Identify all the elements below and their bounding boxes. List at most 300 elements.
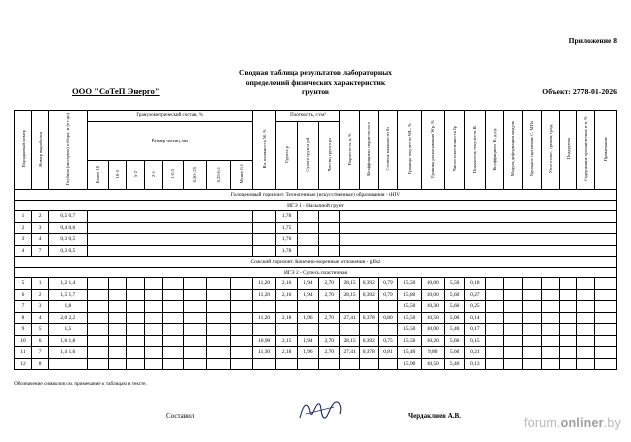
cell-g4 bbox=[163, 358, 183, 370]
signature-label: Составил bbox=[166, 412, 195, 420]
cell-saturation: 0,79 bbox=[378, 289, 397, 301]
cell-saturation: 0,81 bbox=[378, 347, 397, 359]
cell-plasticity-index: 5,40 bbox=[445, 358, 465, 370]
table-row bbox=[15, 324, 617, 336]
cell-density-particles bbox=[319, 324, 340, 336]
cell-g0 bbox=[87, 324, 108, 336]
cell-liquid-limit: 15,50 bbox=[398, 335, 421, 347]
cell-index: 7 bbox=[15, 301, 32, 313]
cell-g6 bbox=[207, 347, 230, 359]
cell-index: 6 bbox=[15, 289, 32, 301]
th-granulo-5: 0,50-,25 bbox=[183, 161, 206, 190]
title-line-3: грунтов bbox=[301, 87, 330, 97]
cell-k bbox=[485, 301, 503, 313]
cell-organic bbox=[577, 312, 595, 324]
cell-plasticity-index: 5,50 bbox=[445, 278, 465, 290]
cell-g1 bbox=[108, 312, 126, 324]
cell-note bbox=[595, 358, 617, 370]
cell-index: 2 bbox=[15, 222, 32, 234]
th-liquidity-index: Показатель текучести IL bbox=[465, 111, 485, 190]
table-row bbox=[15, 347, 617, 359]
section-header-row-2 bbox=[15, 257, 617, 268]
cell-note bbox=[595, 324, 617, 336]
cell-g0 bbox=[87, 312, 108, 324]
cell-plasticity-index: 5,60 bbox=[445, 347, 465, 359]
cell-g6 bbox=[207, 324, 230, 336]
cell-moisture bbox=[252, 301, 275, 313]
cell-g0 bbox=[87, 301, 108, 313]
cell-emod bbox=[503, 289, 522, 301]
cell-density-dry: 1,94 bbox=[297, 335, 318, 347]
cell-borehole: 4 bbox=[32, 234, 49, 246]
cell-emod bbox=[503, 312, 522, 324]
th-note: Примечание bbox=[595, 111, 617, 190]
cell-note bbox=[595, 347, 617, 359]
cell-g5 bbox=[183, 289, 206, 301]
cell-depth bbox=[49, 358, 87, 370]
th-depth: Глубина (интервал) отбора, м (от-до) bbox=[49, 111, 87, 190]
cell-saturation: 0,75 bbox=[378, 335, 397, 347]
cell-organic bbox=[577, 301, 595, 313]
cell-g2 bbox=[127, 312, 145, 324]
cell-liquidity-index: 0,21 bbox=[465, 347, 485, 359]
cell-liquid-limit: 15,50 bbox=[398, 278, 421, 290]
cell-borehole: 5 bbox=[32, 324, 49, 336]
cell-index: 1 bbox=[15, 211, 32, 223]
cell-k bbox=[485, 358, 503, 370]
cell-g3 bbox=[145, 324, 163, 336]
title-line-1: Сводная таблица результатов лабораторных bbox=[239, 68, 392, 77]
th-void-ratio: Коэффициент пористости e bbox=[359, 111, 378, 190]
th-granulo-3: 2-1 bbox=[145, 161, 163, 190]
cell-plasticity-index: 5,60 bbox=[445, 335, 465, 347]
cell-phi bbox=[542, 358, 560, 370]
cell-moisture bbox=[252, 222, 275, 234]
cell-index: 12 bbox=[15, 358, 32, 370]
th-granulo-0: Более 10 bbox=[87, 161, 108, 190]
cell-density-wet: 1,75 bbox=[276, 222, 297, 234]
cell-g1 bbox=[108, 278, 126, 290]
cell-subgroup bbox=[560, 347, 577, 359]
watermark-part-1: forum. bbox=[524, 416, 561, 430]
cell-density-dry: 1,96 bbox=[297, 312, 318, 324]
cell-subgroup bbox=[560, 335, 577, 347]
cell-void-ratio bbox=[359, 358, 378, 370]
section-label-sozh: Сожский горизонт. Конечно-моренные отложения - gIIsz bbox=[15, 257, 617, 268]
th-density-dry: Сухого грунта pd bbox=[297, 122, 318, 190]
cell-density-dry bbox=[297, 324, 318, 336]
cell-index: 10 bbox=[15, 335, 32, 347]
handwritten-signature bbox=[296, 398, 344, 422]
cell-phi bbox=[542, 324, 560, 336]
cell-g4 bbox=[163, 335, 183, 347]
cell-k bbox=[485, 347, 503, 359]
cell-g3 bbox=[145, 312, 163, 324]
cell-porosity: 28,15 bbox=[340, 289, 359, 301]
cell-subgroup bbox=[560, 289, 577, 301]
cell-moisture bbox=[252, 324, 275, 336]
cell-liquid-limit: 15,90 bbox=[398, 358, 421, 370]
th-density-wet: Грунта p bbox=[276, 122, 297, 190]
th-cohesion: Удельное сцепление С, МПа bbox=[522, 111, 541, 190]
cell-density-wet: 1,76 bbox=[276, 234, 297, 246]
cell-g6 bbox=[207, 289, 230, 301]
th-granulo-2: 5-2 bbox=[127, 161, 145, 190]
cell-subgroup bbox=[560, 278, 577, 290]
cell-g7 bbox=[230, 312, 252, 324]
cell-c bbox=[522, 278, 541, 290]
cell-liquid-limit: 15,50 bbox=[398, 301, 421, 313]
cell-index: 3 bbox=[15, 234, 32, 246]
cell-g6 bbox=[207, 278, 230, 290]
cell-moisture: 11,20 bbox=[252, 278, 275, 290]
cell-g3 bbox=[145, 347, 163, 359]
cell-density-wet bbox=[276, 324, 297, 336]
cell-g6 bbox=[207, 312, 230, 324]
cell-g5 bbox=[183, 324, 206, 336]
cell-subgroup bbox=[560, 358, 577, 370]
cell-g5 bbox=[183, 278, 206, 290]
cell-borehole: 7 bbox=[32, 245, 49, 257]
cell-void-ratio bbox=[359, 301, 378, 313]
cell-saturation bbox=[378, 358, 397, 370]
th-deformation-modulus: Модуль деформации модуль bbox=[503, 111, 522, 190]
th-plasticity-index: Число пластичности Ip bbox=[445, 111, 465, 190]
cell-density-dry bbox=[297, 301, 318, 313]
cell-g4 bbox=[163, 301, 183, 313]
cell-g2 bbox=[127, 289, 145, 301]
cell-plasticity-index: 5,60 bbox=[445, 301, 465, 313]
cell-g3 bbox=[145, 278, 163, 290]
cell-granulo bbox=[87, 222, 252, 234]
cell-density-wet: 2,16 bbox=[276, 278, 297, 290]
watermark-part-2: onliner bbox=[560, 416, 604, 430]
appendix-label: Приложение 8 bbox=[568, 36, 617, 45]
cell-subgroup bbox=[560, 324, 577, 336]
cell-g1 bbox=[108, 289, 126, 301]
cell-g1 bbox=[108, 301, 126, 313]
footnote: Обозначение символов см. примечание к таблицам в тексте. bbox=[14, 381, 147, 387]
cell-saturation: 0,80 bbox=[378, 312, 397, 324]
cell-liquid-limit: 15,50 bbox=[398, 324, 421, 336]
cell-depth: 1,5 1,7 bbox=[49, 289, 87, 301]
cell-density-particles bbox=[319, 234, 340, 246]
cell-liquidity-index: 0,25 bbox=[465, 301, 485, 313]
cell-emod bbox=[503, 335, 522, 347]
cell-liquid-limit: 15,40 bbox=[398, 347, 421, 359]
cell-moisture bbox=[252, 358, 275, 370]
th-granulo-1: 10-5 bbox=[108, 161, 126, 190]
cell-borehole: 4 bbox=[32, 312, 49, 324]
cell-g1 bbox=[108, 335, 126, 347]
igel-header-row-1 bbox=[15, 201, 617, 211]
cell-density-dry bbox=[297, 358, 318, 370]
cell-g5 bbox=[183, 358, 206, 370]
table-row bbox=[15, 278, 617, 290]
cell-depth: 1,5 bbox=[49, 324, 87, 336]
table-row bbox=[15, 245, 617, 257]
th-granulometric-group: Гранулометрический состав, % bbox=[87, 111, 252, 122]
cell-rest bbox=[340, 245, 617, 257]
cell-borehole: 7 bbox=[32, 347, 49, 359]
cell-c bbox=[522, 324, 541, 336]
cell-g0 bbox=[87, 289, 108, 301]
results-table bbox=[14, 110, 617, 370]
th-index: Порядковый номер bbox=[15, 111, 32, 190]
cell-g5 bbox=[183, 301, 206, 313]
signer-name: Чердаклиев А.В. bbox=[408, 412, 461, 420]
cell-emod bbox=[503, 324, 522, 336]
table-row bbox=[15, 222, 617, 234]
cell-density-particles bbox=[319, 301, 340, 313]
th-density-particles: Частиц грунта ps bbox=[319, 122, 340, 190]
cell-density-dry bbox=[297, 234, 318, 246]
section-label-technogenic: Голоценовый горизонт. Техногенные (искусственные) образования - tHIV bbox=[15, 190, 617, 201]
cell-index: 8 bbox=[15, 312, 32, 324]
cell-density-dry bbox=[297, 211, 318, 223]
cell-porosity: 28,15 bbox=[340, 335, 359, 347]
cell-moisture bbox=[252, 245, 275, 257]
cell-k bbox=[485, 278, 503, 290]
cell-g0 bbox=[87, 278, 108, 290]
th-plastic-limit: Граница раскатывания Wp, % bbox=[421, 111, 444, 190]
cell-g6 bbox=[207, 335, 230, 347]
cell-plasticity-index: 5,60 bbox=[445, 289, 465, 301]
cell-moisture bbox=[252, 234, 275, 246]
cell-g7 bbox=[230, 335, 252, 347]
th-subgroup: Подгруппа bbox=[560, 111, 577, 190]
th-granulo-4: 1-0,5 bbox=[163, 161, 183, 190]
cell-borehole: 8 bbox=[32, 358, 49, 370]
cell-g3 bbox=[145, 289, 163, 301]
cell-porosity bbox=[340, 324, 359, 336]
cell-g1 bbox=[108, 358, 126, 370]
cell-borehole: 6 bbox=[32, 335, 49, 347]
cell-g6 bbox=[207, 358, 230, 370]
cell-g4 bbox=[163, 324, 183, 336]
cell-void-ratio: 0,392 bbox=[359, 278, 378, 290]
cell-liquid-limit: 15,80 bbox=[398, 289, 421, 301]
cell-emod bbox=[503, 347, 522, 359]
cell-density-dry bbox=[297, 222, 318, 234]
table-row bbox=[15, 335, 617, 347]
cell-depth: 0,3 0,5 bbox=[49, 234, 87, 246]
cell-plasticity-index: 5,40 bbox=[445, 324, 465, 336]
cell-plastic-limit: 10,50 bbox=[421, 358, 444, 370]
header-row-1 bbox=[15, 111, 617, 122]
cell-plastic-limit: 10,00 bbox=[421, 289, 444, 301]
cell-g7 bbox=[230, 324, 252, 336]
cell-organic bbox=[577, 347, 595, 359]
organization-name: ООО "СоТеП Энерго" bbox=[72, 86, 160, 96]
cell-phi bbox=[542, 289, 560, 301]
cell-g2 bbox=[127, 335, 145, 347]
cell-c bbox=[522, 335, 541, 347]
cell-g1 bbox=[108, 347, 126, 359]
cell-borehole: 3 bbox=[32, 301, 49, 313]
cell-organic bbox=[577, 335, 595, 347]
table-row bbox=[15, 234, 617, 246]
cell-g7 bbox=[230, 289, 252, 301]
cell-moisture bbox=[252, 211, 275, 223]
cell-density-wet: 2,16 bbox=[276, 289, 297, 301]
cell-porosity: 27,41 bbox=[340, 312, 359, 324]
cell-c bbox=[522, 289, 541, 301]
cell-plastic-limit: 10,50 bbox=[421, 312, 444, 324]
th-friction-angle: Угол относ. трения, град. bbox=[542, 111, 560, 190]
cell-phi bbox=[542, 278, 560, 290]
cell-void-ratio: 0,378 bbox=[359, 347, 378, 359]
cell-porosity: 28,15 bbox=[340, 278, 359, 290]
cell-liquidity-index: 0,13 bbox=[465, 358, 485, 370]
cell-organic bbox=[577, 289, 595, 301]
cell-density-dry: 1,96 bbox=[297, 347, 318, 359]
cell-moisture: 11,20 bbox=[252, 289, 275, 301]
cell-moisture: 11,30 bbox=[252, 347, 275, 359]
cell-density-wet: 1,78 bbox=[276, 211, 297, 223]
cell-emod bbox=[503, 358, 522, 370]
cell-plasticity-index: 5,00 bbox=[445, 312, 465, 324]
cell-depth: 0,3 0,5 bbox=[49, 245, 87, 257]
table-row bbox=[15, 358, 617, 370]
cell-phi bbox=[542, 347, 560, 359]
cell-g5 bbox=[183, 335, 206, 347]
cell-note bbox=[595, 335, 617, 347]
cell-void-ratio: 0,392 bbox=[359, 335, 378, 347]
cell-borehole: 2 bbox=[32, 211, 49, 223]
cell-density-dry bbox=[297, 245, 318, 257]
cell-g3 bbox=[145, 335, 163, 347]
th-particle-size: Размер частиц, мм bbox=[87, 122, 252, 161]
cell-borehole: 2 bbox=[32, 289, 49, 301]
cell-density-dry: 1,94 bbox=[297, 278, 318, 290]
cell-k bbox=[485, 289, 503, 301]
cell-k bbox=[485, 324, 503, 336]
cell-liquid-limit: 15,50 bbox=[398, 312, 421, 324]
cell-g2 bbox=[127, 347, 145, 359]
table-row bbox=[15, 289, 617, 301]
cell-void-ratio: 0,392 bbox=[359, 289, 378, 301]
cell-granulo bbox=[87, 245, 252, 257]
cell-k bbox=[485, 335, 503, 347]
cell-plastic-limit: 10,00 bbox=[421, 324, 444, 336]
cell-g7 bbox=[230, 358, 252, 370]
cell-g0 bbox=[87, 347, 108, 359]
th-coefficient-k: Коэффициент К, д.ед. bbox=[485, 111, 503, 190]
cell-g4 bbox=[163, 278, 183, 290]
cell-density-particles: 2,70 bbox=[319, 335, 340, 347]
cell-liquidity-index: 0,27 bbox=[465, 289, 485, 301]
cell-plastic-limit: 10,20 bbox=[421, 335, 444, 347]
cell-rest bbox=[340, 234, 617, 246]
object-code: Объект: 2778-01-2026 bbox=[542, 87, 617, 96]
cell-density-particles: 2,70 bbox=[319, 312, 340, 324]
cell-emod bbox=[503, 278, 522, 290]
cell-index: 9 bbox=[15, 324, 32, 336]
cell-g4 bbox=[163, 289, 183, 301]
cell-organic bbox=[577, 358, 595, 370]
cell-subgroup bbox=[560, 301, 577, 313]
th-borehole: Номер выработки bbox=[32, 111, 49, 190]
table-row bbox=[15, 211, 617, 223]
cell-g7 bbox=[230, 278, 252, 290]
title-line-2: определений физических характеристик bbox=[245, 77, 386, 87]
th-organic-content: Содержание органических в-в, % bbox=[577, 111, 595, 190]
cell-borehole: 1 bbox=[32, 278, 49, 290]
cell-density-particles: 2,70 bbox=[319, 278, 340, 290]
cell-rest bbox=[340, 222, 617, 234]
th-density-group: Плотность, г/см³ bbox=[276, 111, 340, 122]
cell-saturation bbox=[378, 324, 397, 336]
cell-porosity bbox=[340, 358, 359, 370]
cell-density-wet: 2,18 bbox=[276, 347, 297, 359]
cell-plastic-limit: 10,30 bbox=[421, 301, 444, 313]
cell-c bbox=[522, 312, 541, 324]
section-header-row bbox=[15, 190, 617, 201]
cell-density-dry: 1,94 bbox=[297, 289, 318, 301]
th-moisture: Вл. влажность W, % bbox=[252, 111, 275, 190]
cell-phi bbox=[542, 335, 560, 347]
cell-g1 bbox=[108, 324, 126, 336]
cell-density-particles: 2,70 bbox=[319, 347, 340, 359]
cell-plastic-limit: 9,80 bbox=[421, 347, 444, 359]
cell-rest bbox=[340, 211, 617, 223]
cell-density-particles bbox=[319, 245, 340, 257]
cell-emod bbox=[503, 301, 522, 313]
cell-g4 bbox=[163, 347, 183, 359]
cell-g7 bbox=[230, 301, 252, 313]
cell-plastic-limit: 10,00 bbox=[421, 278, 444, 290]
cell-note bbox=[595, 301, 617, 313]
cell-depth: 1,4 1,6 bbox=[49, 347, 87, 359]
cell-moisture: 10,90 bbox=[252, 335, 275, 347]
cell-porosity: 27,41 bbox=[340, 347, 359, 359]
cell-note bbox=[595, 289, 617, 301]
cell-density-particles: 2,70 bbox=[319, 289, 340, 301]
cell-index: 4 bbox=[15, 245, 32, 257]
cell-borehole: 3 bbox=[32, 222, 49, 234]
cell-depth: 0,5 0,7 bbox=[49, 211, 87, 223]
cell-phi bbox=[542, 312, 560, 324]
cell-g3 bbox=[145, 301, 163, 313]
cell-liquidity-index: 0,15 bbox=[465, 335, 485, 347]
cell-g5 bbox=[183, 312, 206, 324]
cell-density-wet: 2,18 bbox=[276, 312, 297, 324]
cell-liquidity-index: 0,18 bbox=[465, 278, 485, 290]
cell-depth: 1,8 bbox=[49, 301, 87, 313]
cell-g2 bbox=[127, 301, 145, 313]
th-granulo-7: Менее 0,1 bbox=[230, 161, 252, 190]
cell-liquidity-index: 0,14 bbox=[465, 312, 485, 324]
table-row bbox=[15, 312, 617, 324]
cell-g5 bbox=[183, 347, 206, 359]
cell-depth: 1,2 1,4 bbox=[49, 278, 87, 290]
cell-g0 bbox=[87, 335, 108, 347]
watermark bbox=[524, 416, 621, 430]
cell-depth: 0,4 0,6 bbox=[49, 222, 87, 234]
cell-density-particles bbox=[319, 222, 340, 234]
watermark-part-3: .by bbox=[603, 416, 621, 430]
cell-g0 bbox=[87, 358, 108, 370]
cell-density-wet bbox=[276, 301, 297, 313]
cell-density-particles bbox=[319, 358, 340, 370]
cell-g3 bbox=[145, 358, 163, 370]
cell-density-wet bbox=[276, 358, 297, 370]
cell-organic bbox=[577, 324, 595, 336]
cell-organic bbox=[577, 278, 595, 290]
cell-depth: 2,0 2,2 bbox=[49, 312, 87, 324]
cell-note bbox=[595, 312, 617, 324]
